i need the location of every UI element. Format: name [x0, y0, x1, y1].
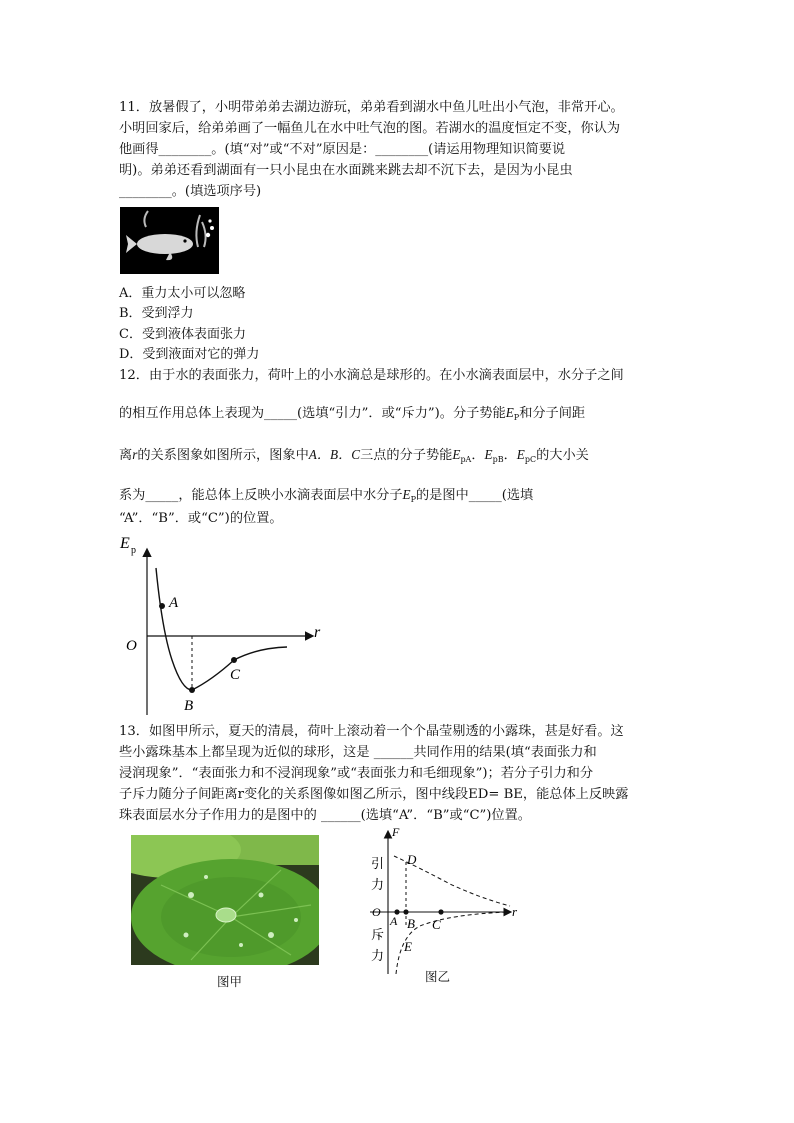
ep-y-sub: p [131, 545, 136, 556]
f-point-b [403, 909, 408, 914]
ep-x-label: r [314, 624, 321, 641]
f-repel-2: 力 [371, 948, 385, 963]
q13-line-1: 13．如图甲所示，夏天的清晨，荷叶上滚动着一个个晶莹剔透的小露珠，甚是好看。这 [119, 724, 624, 739]
q13-line-4: 子斥力随分子间距离r变化的关系图像如图乙所示，图中线段ED= BE，能总体上反映露 [119, 787, 629, 802]
q12-line-1: 12．由于水的表面张力，荷叶上的小水滴总是球形的。在小水滴表面层中，水分子之间 [119, 368, 624, 383]
ep-curve [156, 568, 287, 690]
q11-line-1: 11．放暑假了，小明带弟弟去湖边游玩，弟弟看到湖水中鱼儿吐出小气泡，非常开心。 [119, 100, 624, 115]
ep-point-b [189, 687, 195, 693]
f-attract-1: 引 [371, 856, 385, 871]
q13-line-2: 些小露珠基本上都呈现为近似的球形，这是 ______共同作用的结果(填“表面张力和 [119, 745, 597, 760]
lotus-leaf-dew-image [131, 835, 319, 965]
f-point-c [438, 909, 443, 914]
q11-line-3: 他画得________。(填“对”或“不对”原因是：________(请运用物理知识简要说 [119, 142, 566, 157]
q11-option-b: B．受到浮力 [119, 306, 194, 321]
q11-option-d: D．受到液面对它的弹力 [119, 347, 260, 362]
q11-line-2: 小明回家后，给弟弟画了一幅鱼儿在水中吐气泡的图。若湖水的温度恒定不变，你认为 [119, 121, 621, 136]
f-attract-2: 力 [371, 877, 385, 892]
f-label-d: D [407, 852, 417, 867]
q12-line-3: 离r的关系图象如图所示，图象中A．B．C三点的分子势能$E_{pA}$．$E_{pB}$．$E_{pC}$的大小关 [119, 447, 589, 464]
potential-energy-graph [112, 530, 332, 720]
q11-option-a: A．重力太小可以忽略 [119, 286, 246, 301]
q11-line-4: 明)。弟弟还看到湖面有一只小昆虫在水面跳来跳去却不沉下去，是因为小昆虫 [119, 163, 573, 178]
q12-line-5: “A”．“B”．或“C”)的位置。 [119, 511, 283, 526]
f-label-e: E [404, 939, 412, 954]
f-label-a: A [390, 914, 398, 928]
caption-figure-a: 图甲 [217, 974, 243, 989]
q11-option-c: C．受到液体表面张力 [119, 327, 246, 342]
q12-line-2: 的相互作用总体上表现为_____(选填“引力”．或“斥力”)。分子势能$E_P$和分子间距 [119, 405, 586, 422]
ep-point-a [159, 603, 165, 609]
ep-label-c: C [230, 667, 241, 683]
q12-line-4: 系为_____，能总体上反映小水滴表面层中水分子$E_P$的是图中_____(选填 [119, 487, 534, 504]
f-x-label: r [512, 904, 518, 919]
q11-line-5: ________。(填选项序号) [119, 184, 262, 199]
ep-label-b: B [184, 698, 194, 714]
f-label-c: C [432, 917, 441, 932]
force-distance-graph [360, 826, 530, 976]
caption-figure-b: 图乙 [425, 969, 451, 984]
fish-bubbles-image [120, 207, 219, 274]
f-label-b: B [407, 916, 415, 931]
f-repel-1: 斥 [371, 927, 385, 942]
q13-line-3: 浸润现象”．“表面张力和不浸润现象”或“表面张力和毛细现象”)；若分子引力和分 [119, 766, 594, 781]
q13-line-5: 珠表面层水分子作用力的是图中的 ______(选填“A”．“B”或“C”)位置。 [119, 808, 531, 823]
ep-origin: O [126, 638, 137, 654]
f-y-label: F [392, 826, 400, 839]
ep-y-label: E [120, 535, 130, 552]
ep-label-a: A [169, 595, 179, 611]
ep-point-c [231, 657, 237, 663]
f-origin: O [372, 905, 381, 919]
